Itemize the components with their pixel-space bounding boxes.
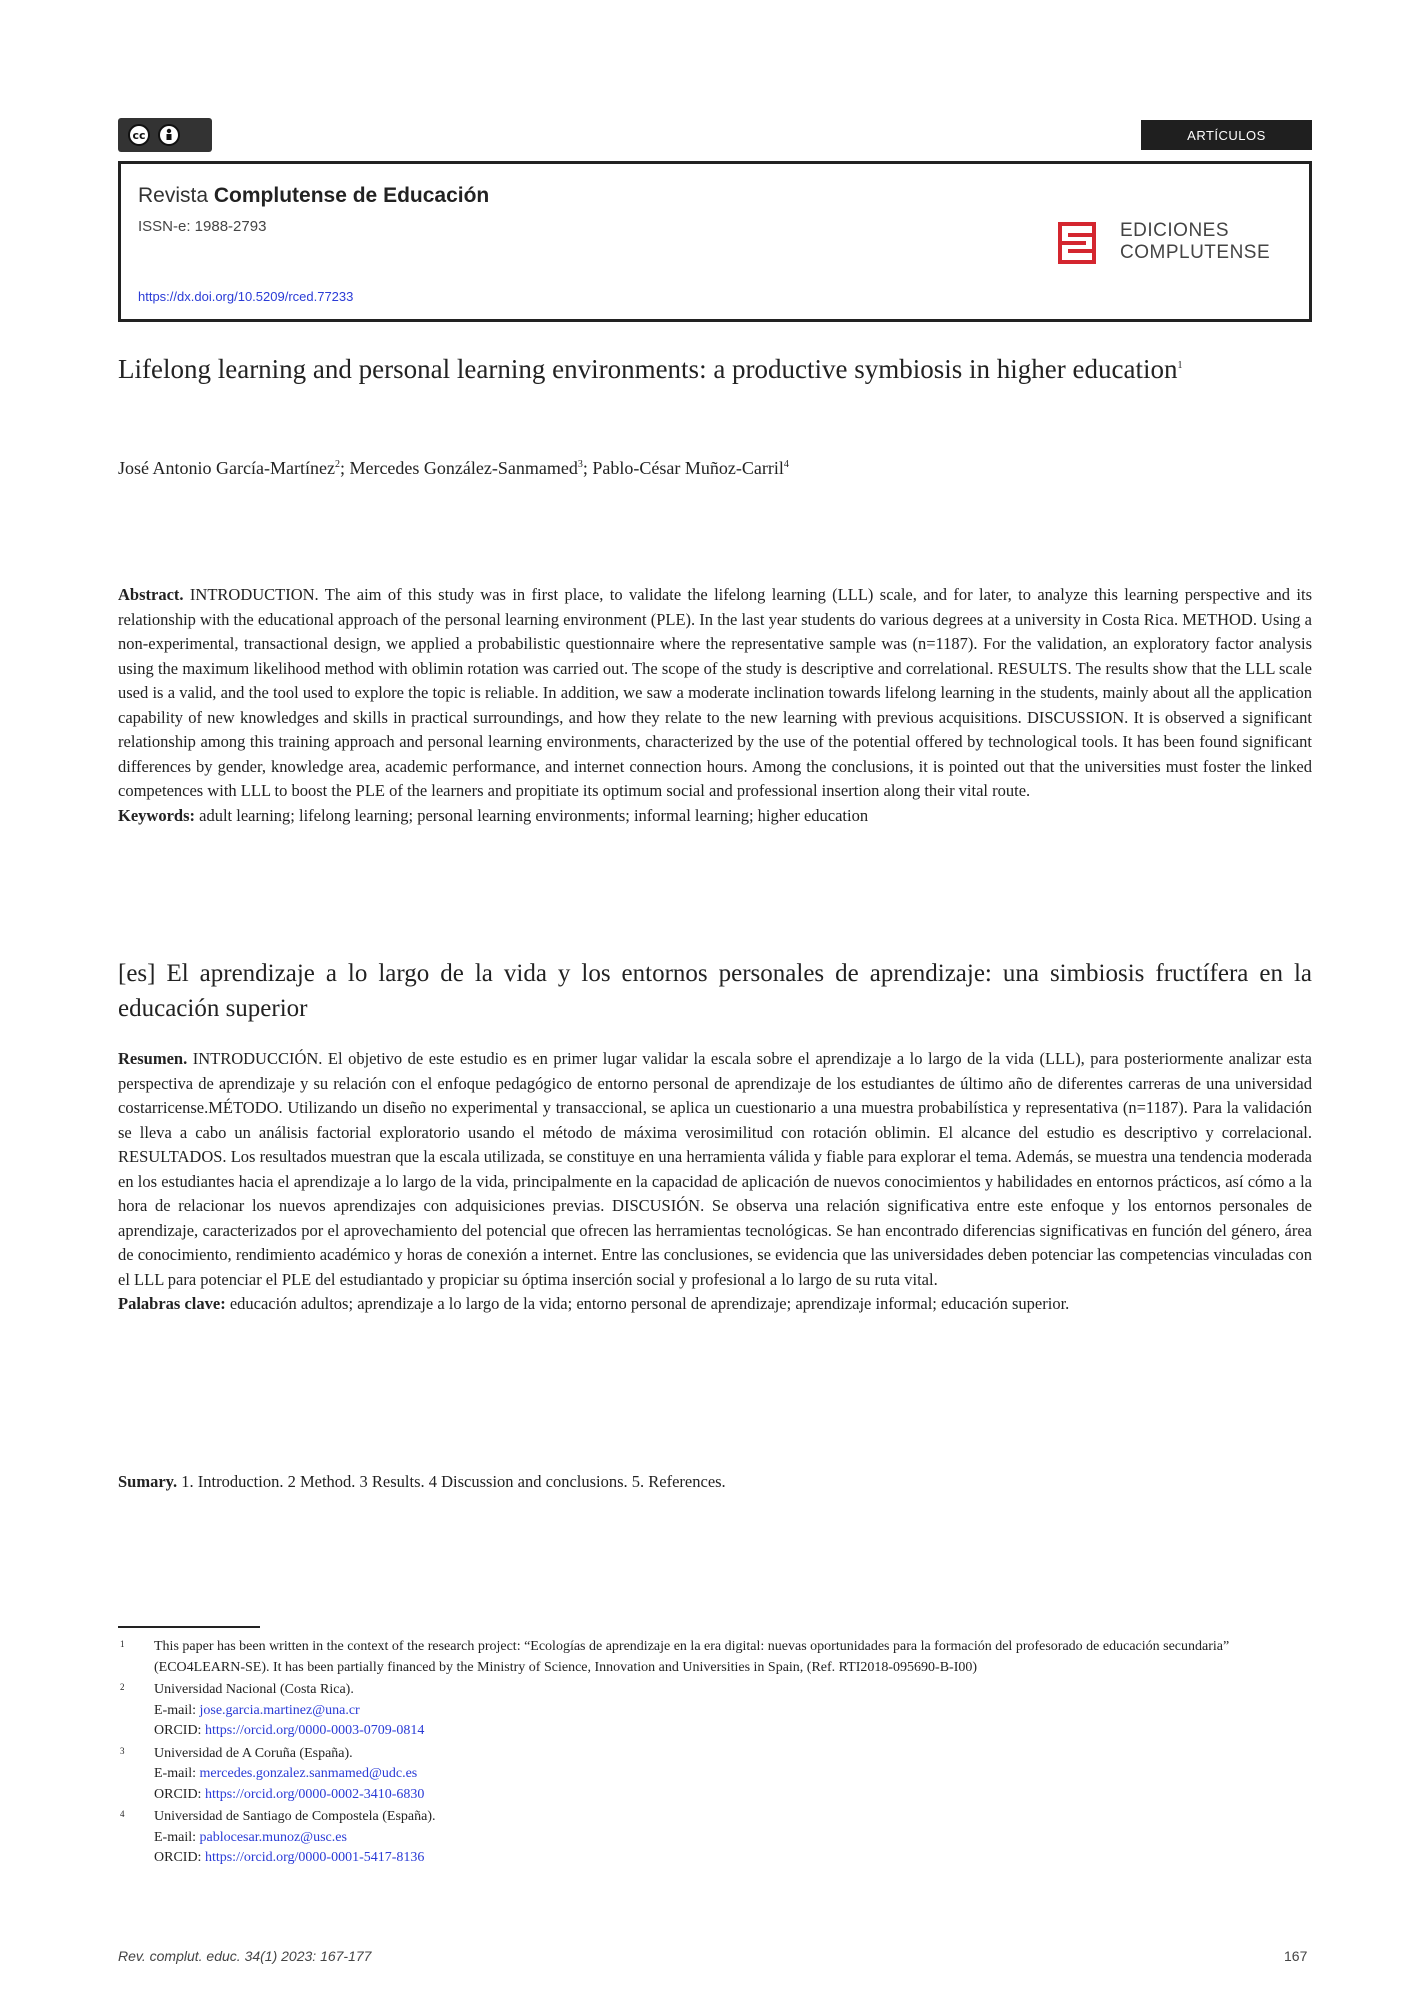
cc-icon: cc [128,124,150,146]
footnote: 2 Universidad Nacional (Costa Rica). E-mail: jose.garcia.martinez@una.cr ORCID: https://orcid.org/0000-0003-0709-0814 [120,1682,425,1738]
email-link[interactable]: jose.garcia.martinez@una.cr [199,1702,360,1718]
spanish-title: [es] El aprendizaje a lo largo de la vida y los entornos personales de aprendizaje: una simbiosis fructífera en la educación superior [118,960,1312,1022]
author: José Antonio García-Martínez [118,458,335,478]
footer-citation: Rev. complut. educ. 34(1) 2023: 167-177 [118,1948,372,1964]
email-link[interactable]: pablocesar.munoz@usc.es [199,1829,347,1845]
issn: ISSN-e: 1988-2793 [138,218,267,235]
palabras-clave: Palabras clave: educación adultos; aprendizaje a lo largo de la vida; entorno personal de aprendizaje; aprendizaje informal; educación superior. [118,1294,1070,1313]
doi-link[interactable]: https://dx.doi.org/10.5209/rced.77233 [138,289,354,304]
footnotes [118,1637,1312,1869]
summary: Sumary. 1. Introduction. 2 Method. 3 Results. 4 Discussion and conclusions. 5. References. [118,1472,726,1491]
journal-name: Revista Complutense de Educación [138,184,490,207]
orcid-link[interactable]: https://orcid.org/0000-0002-3410-6830 [204,1786,425,1802]
by-icon [158,124,180,146]
email-link[interactable]: mercedes.gonzalez.sanmamed@udc.es [199,1766,418,1781]
abstract: Abstract. INTRODUCTION. The aim of this study was in first place, to validate the lifelong learning (LLL) scale, and for later, to analyze this learning perspective and its relationship with the educational approach of the personal learning environment (PLE). In the last year students do various degrees at a university in Costa Rica. METHOD. Using a non-experimental, transactional design, we applied a probabilistic questionnaire where the representative sample was (n=1187). For the validation, an exploratory factor analysis using the maximum likelihood method with oblimin rotation was carried out. The scope of the study is descriptive and correlational. RESULTS. The results show that the LLL scale used is a valid, and the tool used to explore the topic is reliable. In addition, we saw a moderate inclination towards lifelong learning in the students, mainly about all the application capability of new knowledges and skills in practical surroundings, and how they relate to the new learning with previous acquisitions. DISCUSSION. It is observed a significant relationship among this training approach and personal learning environments, characterized by the use of the potential offered by technological tools. It has been found significant differences by gender, knowledge area, academic performance, and internet connection hours. Among the conclusions, it is pointed out that the universities must foster the linked competences with LLL to boost the PLE of the learners and propitiate its optimum social and professional insertion along their vital route. Keywords: adult learning; lifelong learning; personal learning environments; informal learning; higher education [118,583,1312,828]
section-label: ARTÍCULOS [1141,120,1312,150]
orcid-link[interactable]: https://orcid.org/0000-0003-0709-0814 [204,1723,425,1738]
footnote: 4 Universidad de Santiago de Compostela (España). E-mail: pablocesar.munoz@usc.es ORCID: https://orcid.org/0000-0001-5417-8136 [120,1809,436,1865]
footnote-divider [118,1626,260,1628]
page-number: 167 [1284,1948,1308,1964]
authors: José Antonio García-Martínez$^2$; Mercedes González-Sanmamed$^3$; Pablo-César Muñoz-Carril$^4$ [118,458,789,478]
author: Mercedes González-Sanmamed [349,458,578,478]
author: Pablo-César Muñoz-Carril [592,458,784,478]
resumen: Resumen. INTRODUCCIÓN. El objetivo de este estudio es en primer lugar validar la escala sobre el aprendizaje a lo largo de la vida (LLL), para posteriormente analizar esta perspectiva de aprendizaje y su relación con el enfoque pedagógico de entorno personal de aprendizaje de los estudiantes de último año de diferentes carreras de una universidad costarricense.MÉTODO. Utilizando un diseño no experimental y transaccional, se aplica un cuestionario a una muestra probabilística y representativa (n=1187). Para la validación se lleva a cabo un análisis factorial exploratorio usando el método de máxima verosimilitud con rotación oblimin. El alcance del estudio es descriptivo y correlacional. RESULTADOS. Los resultados muestran que la escala utilizada, se constituye en una herramienta válida y fiable para explorar el tema. Además, se muestra una tendencia moderada en los estudiantes hacia el aprendizaje a lo largo de la vida, principalmente en la capacidad de aplicación de nuevos conocimientos y habilidades en entornos prácticos, así cómo a la hora de relacionar los nuevos aprendizajes con adquisiciones previas. DISCUSIÓN. Se observa una relación significativa entre este enfoque y los entornos personales de aprendizaje, caracterizados por el aprovechamiento del potencial que ofrecen las herramientas tecnológicas. Se han encontrado diferencias significativas en función del género, área de conocimiento, rendimiento académico y horas de conexión a internet. Entre las conclusiones, se evidencia que las universidades deben potenciar las competencias vinculadas con el LLL para potenciar el PLE del estudiantado y propiciar su óptima inserción social y profesional a lo largo de su ruta vital. Palabras clave: educación adultos; aprendizaje a lo largo de la vida; entorno personal de aprendizaje; aprendizaje informal; educación superior. [118,1047,1312,1317]
license-badge[interactable] [118,118,212,152]
footnote: 3 Universidad de A Coruña (España). E-mail: mercedes.gonzalez.sanmamed@udc.es ORCID: https://orcid.org/0000-0002-3410-6830 [120,1745,425,1802]
article-title: Lifelong learning and personal learning environments: a productive symbiosis in higher education$^1$ [118,354,1183,384]
publisher-name: EDICIONES COMPLUTENSE [1120,220,1271,263]
orcid-link[interactable]: https://orcid.org/0000-0001-5417-8136 [204,1850,425,1865]
footnote: 1 This paper has been written in the context of the research project: “Ecologías de aprendizaje en la era digital: nuevas oportunidades para la formación del profesorado de educación secundaria” (ECO4LEARN-SE). It has been partially financed by the Ministry of Science, Innovation and Universities in Spain, (Ref. RTI2018-095690-B-I00) [120,1639,1230,1675]
keywords: Keywords: adult learning; lifelong learning; personal learning environments; informal learning; higher education [118,805,869,825]
publisher-logo-icon [1058,222,1098,264]
